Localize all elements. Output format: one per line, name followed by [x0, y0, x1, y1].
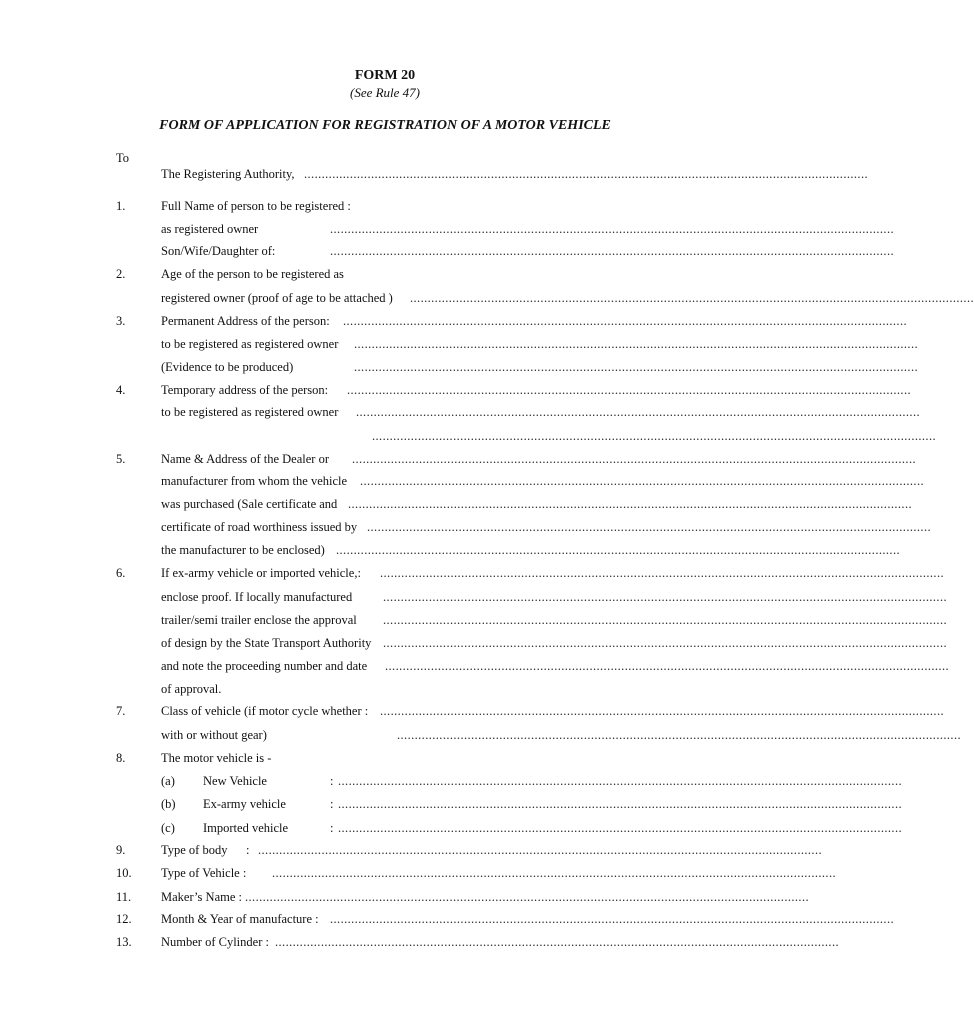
import-field-3[interactable]: ................................................................................................................................................................ — [383, 613, 947, 627]
item-8a-colon: : — [330, 774, 334, 788]
item-7-number: 7. — [116, 704, 126, 718]
imported-vehicle-field[interactable]: ................................................................................................................................................................ — [338, 821, 902, 835]
owner-name-field[interactable]: ................................................................................................................................................................ — [330, 222, 894, 236]
item-6-label-3: trailer/semi trailer enclose the approval — [161, 613, 357, 627]
item-8-number: 8. — [116, 751, 126, 765]
item-13-number: 13. — [116, 935, 132, 949]
item-3-label-3: (Evidence to be produced) — [161, 360, 294, 374]
new-vehicle-field[interactable]: ................................................................................................................................................................ — [338, 774, 902, 788]
item-8c-colon: : — [330, 821, 334, 835]
item-10-number: 10. — [116, 866, 132, 880]
maker-name-field[interactable]: ................................................................................................................................................................ — [245, 890, 809, 904]
item-9-colon: : — [246, 843, 250, 857]
vehicle-class-field-1[interactable]: ................................................................................................................................................................ — [380, 704, 944, 718]
item-12-number: 12. — [116, 912, 132, 926]
item-8c-key: (c) — [161, 821, 175, 835]
item-12-label: Month & Year of manufacture : — [161, 912, 319, 926]
dealer-field-2[interactable]: ................................................................................................................................................................ — [360, 474, 924, 488]
vehicle-type-field[interactable]: ................................................................................................................................................................ — [272, 866, 836, 880]
import-field-5[interactable]: ................................................................................................................................................................ — [385, 659, 949, 673]
import-field-4[interactable]: ................................................................................................................................................................ — [383, 636, 947, 650]
item-5-label: Name & Address of the Dealer or — [161, 452, 329, 466]
item-8c-label: Imported vehicle — [203, 821, 289, 835]
item-8-label: The motor vehicle is - — [161, 751, 272, 765]
item-4-label: Temporary address of the person: — [161, 383, 329, 397]
item-1-label-3: Son/Wife/Daughter of: — [161, 244, 276, 258]
item-8b-colon: : — [330, 797, 334, 811]
import-field-2[interactable]: ................................................................................................................................................................ — [383, 590, 947, 604]
permanent-address-field-1[interactable]: ................................................................................................................................................................ — [343, 314, 907, 328]
item-5-label-3: was purchased (Sale certificate and — [161, 497, 338, 511]
item-8a-key: (a) — [161, 774, 175, 788]
permanent-address-field-2[interactable]: ................................................................................................................................................................ — [354, 337, 918, 351]
item-6-label: If ex-army vehicle or imported vehicle,: — [161, 566, 361, 580]
item-9-label: Type of body — [161, 843, 228, 857]
item-2-label: Age of the person to be registered as — [161, 267, 344, 281]
item-3-label-2: to be registered as registered owner — [161, 337, 339, 351]
to-label: To — [116, 151, 130, 165]
cylinder-count-field[interactable]: ................................................................................................................................................................ — [275, 935, 839, 949]
item-10-label: Type of Vehicle : — [161, 866, 247, 880]
item-1-label-2: as registered owner — [161, 222, 259, 236]
item-8b-key: (b) — [161, 797, 176, 811]
dealer-field-3[interactable]: ................................................................................................................................................................ — [348, 497, 912, 511]
dealer-field-5[interactable]: ................................................................................................................................................................ — [336, 543, 900, 557]
manufacture-date-field[interactable]: ................................................................................................................................................................ — [330, 912, 894, 926]
item-6-label-2: enclose proof. If locally manufactured — [161, 590, 353, 604]
item-6-label-6: of approval. — [161, 682, 222, 696]
item-5-number: 5. — [116, 452, 126, 466]
item-5-label-5: the manufacturer to be enclosed) — [161, 543, 325, 557]
temporary-address-field-1[interactable]: ................................................................................................................................................................ — [347, 383, 911, 397]
permanent-address-field-3[interactable]: ................................................................................................................................................................ — [354, 360, 918, 374]
form-title: FORM OF APPLICATION FOR REGISTRATION OF A MOTOR VEHICLE — [159, 118, 611, 133]
item-1-label: Full Name of person to be registered : — [161, 199, 351, 213]
item-5-label-4: certificate of road worthiness issued by — [161, 520, 358, 534]
form-rule: (See Rule 47) — [349, 85, 421, 100]
item-3-number: 3. — [116, 314, 126, 328]
dealer-field-4[interactable]: ................................................................................................................................................................ — [367, 520, 931, 534]
vehicle-class-field-2[interactable]: ................................................................................................................................................................ — [397, 728, 961, 742]
temporary-address-field-2[interactable]: ................................................................................................................................................................ — [356, 405, 920, 419]
item-2-label-2: registered owner (proof of age to be attached ) — [161, 291, 393, 305]
age-field[interactable]: ................................................................................................................................................................ — [410, 291, 974, 305]
item-2-number: 2. — [116, 267, 126, 281]
item-11-number: 11. — [116, 890, 132, 904]
form-number: FORM 20 — [354, 68, 416, 83]
temporary-address-field-3[interactable]: ................................................................................................................................................................ — [372, 429, 936, 443]
item-8b-label: Ex-army vehicle — [203, 797, 286, 811]
item-6-label-5: and note the proceeding number and date — [161, 659, 368, 673]
dealer-field-1[interactable]: ................................................................................................................................................................ — [352, 452, 916, 466]
ex-army-vehicle-field[interactable]: ................................................................................................................................................................ — [338, 797, 902, 811]
item-11-label: Maker’s Name : — [161, 890, 242, 904]
item-6-number: 6. — [116, 566, 126, 580]
item-6-label-4: of design by the State Transport Authority — [161, 636, 372, 650]
authority-field[interactable]: ................................................................................................................................................................ — [304, 167, 868, 181]
item-3-label: Permanent Address of the person: — [161, 314, 330, 328]
item-5-label-2: manufacturer from whom the vehicle — [161, 474, 348, 488]
relation-name-field[interactable]: ................................................................................................................................................................ — [330, 244, 894, 258]
item-4-number: 4. — [116, 383, 126, 397]
item-9-number: 9. — [116, 843, 126, 857]
item-1-number: 1. — [116, 199, 126, 213]
item-8a-label: New Vehicle — [203, 774, 267, 788]
authority-label: The Registering Authority, — [161, 167, 295, 181]
item-13-label: Number of Cylinder : — [161, 935, 269, 949]
item-4-label-2: to be registered as registered owner — [161, 405, 339, 419]
import-field-1[interactable]: ................................................................................................................................................................ — [380, 566, 944, 580]
item-7-label: Class of vehicle (if motor cycle whether : — [161, 704, 369, 718]
item-7-label-2: with or without gear) — [161, 728, 267, 742]
body-type-field[interactable]: ................................................................................................................................................................ — [258, 843, 822, 857]
